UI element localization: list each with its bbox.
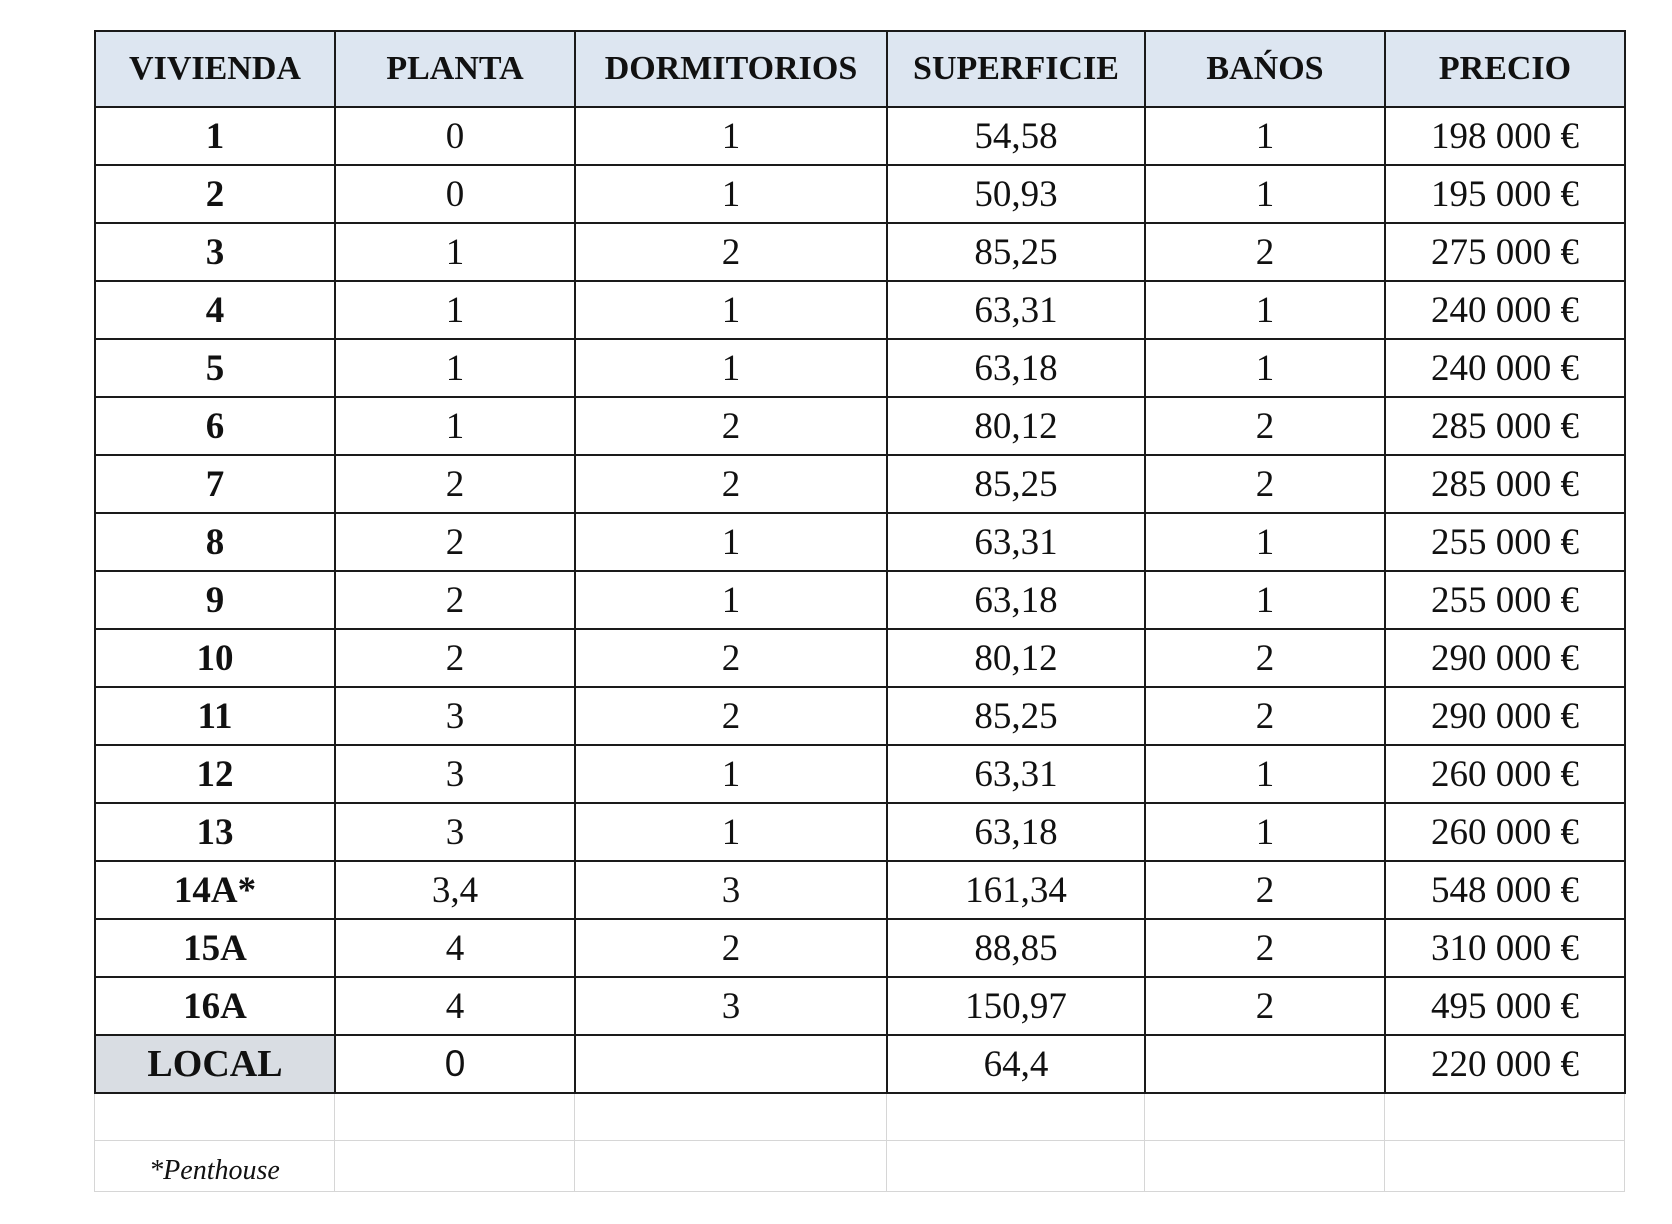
cell-dormitorios[interactable]: 2 <box>575 919 887 977</box>
cell-dormitorios[interactable]: 2 <box>575 397 887 455</box>
cell-vivienda[interactable]: 9 <box>95 571 335 629</box>
cell-precio[interactable]: 290 000 € <box>1385 629 1625 687</box>
cell-vivienda[interactable]: 15A <box>95 919 335 977</box>
cell-precio[interactable]: 310 000 € <box>1385 919 1625 977</box>
cell-banos[interactable]: 1 <box>1145 107 1385 165</box>
table-row <box>95 861 1625 919</box>
cell[interactable] <box>335 1141 575 1192</box>
cell-precio[interactable]: 260 000 € <box>1385 803 1625 861</box>
cell-dormitorios[interactable]: 1 <box>575 571 887 629</box>
spreadsheet <box>94 30 1626 1192</box>
cell-dormitorios[interactable]: 2 <box>575 455 887 513</box>
header-vivienda[interactable]: VIVIENDA <box>95 31 335 107</box>
table-row <box>95 745 1625 803</box>
table-row <box>95 803 1625 861</box>
table-row <box>95 513 1625 571</box>
cell-banos[interactable]: 1 <box>1145 803 1385 861</box>
cell[interactable] <box>887 1094 1145 1141</box>
cell-precio[interactable]: 548 000 € <box>1385 861 1625 919</box>
header-precio[interactable]: PRECIO <box>1385 31 1625 107</box>
cell-planta[interactable]: 3,4 <box>335 861 575 919</box>
cell-banos[interactable]: 2 <box>1145 919 1385 977</box>
cell-banos[interactable]: 1 <box>1145 571 1385 629</box>
footnote[interactable]: *Penthouse <box>95 1141 335 1192</box>
table-row <box>95 281 1625 339</box>
header-superficie[interactable]: SUPERFICIE <box>887 31 1145 107</box>
cell-vivienda[interactable]: 1 <box>95 107 335 165</box>
cell-superficie[interactable]: 63,18 <box>887 571 1145 629</box>
cell[interactable] <box>1145 1141 1385 1192</box>
cell-banos[interactable]: 1 <box>1145 513 1385 571</box>
cell-superficie[interactable]: 85,25 <box>887 687 1145 745</box>
cell-vivienda[interactable]: 11 <box>95 687 335 745</box>
cell-precio[interactable]: 195 000 € <box>1385 165 1625 223</box>
cell-superficie[interactable]: 161,34 <box>887 861 1145 919</box>
cell-precio[interactable]: 260 000 € <box>1385 745 1625 803</box>
cell-dormitorios[interactable]: 3 <box>575 977 887 1035</box>
cell[interactable] <box>1385 1094 1625 1141</box>
cell-planta[interactable]: 1 <box>335 397 575 455</box>
cell-dormitorios[interactable]: 1 <box>575 745 887 803</box>
cell-superficie[interactable]: 63,18 <box>887 803 1145 861</box>
cell-vivienda[interactable]: 13 <box>95 803 335 861</box>
table-row <box>95 165 1625 223</box>
table-row <box>95 919 1625 977</box>
cell-vivienda[interactable]: 3 <box>95 223 335 281</box>
cell-superficie[interactable]: 63,31 <box>887 281 1145 339</box>
cell[interactable] <box>1145 1094 1385 1141</box>
cell-dormitorios[interactable]: 1 <box>575 165 887 223</box>
cell-superficie[interactable]: 80,12 <box>887 397 1145 455</box>
cell[interactable] <box>575 1094 887 1141</box>
header-banos[interactable]: BAŃOS <box>1145 31 1385 107</box>
cell-planta[interactable]: 0 <box>335 1035 575 1093</box>
cell-precio[interactable]: 255 000 € <box>1385 513 1625 571</box>
cell[interactable] <box>1385 1141 1625 1192</box>
table-row <box>95 1035 1625 1093</box>
cell-planta[interactable]: 1 <box>335 223 575 281</box>
cell-banos[interactable]: 2 <box>1145 861 1385 919</box>
cell-superficie[interactable]: 85,25 <box>887 455 1145 513</box>
cell-precio[interactable]: 495 000 € <box>1385 977 1625 1035</box>
cell-dormitorios[interactable]: 1 <box>575 513 887 571</box>
cell-superficie[interactable]: 63,31 <box>887 513 1145 571</box>
cell-vivienda[interactable]: 7 <box>95 455 335 513</box>
cell-precio[interactable]: 285 000 € <box>1385 455 1625 513</box>
cell-planta[interactable]: 2 <box>335 513 575 571</box>
cell-dormitorios[interactable]: 3 <box>575 861 887 919</box>
cell-dormitorios[interactable]: 1 <box>575 803 887 861</box>
cell-dormitorios[interactable]: 1 <box>575 107 887 165</box>
cell-vivienda[interactable]: 4 <box>95 281 335 339</box>
cell-planta[interactable]: 2 <box>335 455 575 513</box>
cell-precio[interactable]: 198 000 € <box>1385 107 1625 165</box>
cell-vivienda[interactable]: 5 <box>95 339 335 397</box>
cell-vivienda[interactable]: 2 <box>95 165 335 223</box>
cell-dormitorios[interactable]: 1 <box>575 281 887 339</box>
cell-superficie[interactable]: 80,12 <box>887 629 1145 687</box>
cell-banos[interactable]: 2 <box>1145 397 1385 455</box>
cell-banos[interactable]: 2 <box>1145 223 1385 281</box>
footnote-row <box>95 1141 1625 1192</box>
cell-banos[interactable]: 1 <box>1145 745 1385 803</box>
cell-planta[interactable]: 4 <box>335 977 575 1035</box>
cell-banos[interactable]: 1 <box>1145 165 1385 223</box>
cell-precio[interactable]: 255 000 € <box>1385 571 1625 629</box>
table-row <box>95 397 1625 455</box>
cell-banos[interactable] <box>1145 1035 1385 1093</box>
cell-planta[interactable]: 1 <box>335 281 575 339</box>
cell-vivienda[interactable]: 8 <box>95 513 335 571</box>
table-row <box>95 455 1625 513</box>
cell-dormitorios[interactable]: 1 <box>575 339 887 397</box>
cell-superficie[interactable]: 88,85 <box>887 919 1145 977</box>
cell-planta[interactable]: 4 <box>335 919 575 977</box>
cell-planta[interactable]: 0 <box>335 107 575 165</box>
cell-planta[interactable]: 2 <box>335 571 575 629</box>
cell-banos[interactable]: 2 <box>1145 687 1385 745</box>
cell-precio[interactable]: 220 000 € <box>1385 1035 1625 1093</box>
table-row <box>95 629 1625 687</box>
header-planta[interactable]: PLANTA <box>335 31 575 107</box>
header-row <box>95 31 1625 107</box>
cell-dormitorios[interactable]: 2 <box>575 687 887 745</box>
cell-precio[interactable]: 240 000 € <box>1385 339 1625 397</box>
cell-vivienda[interactable]: 6 <box>95 397 335 455</box>
cell-banos[interactable]: 1 <box>1145 281 1385 339</box>
cell-vivienda[interactable]: 16A <box>95 977 335 1035</box>
table-row <box>95 223 1625 281</box>
cell-superficie[interactable]: 54,58 <box>887 107 1145 165</box>
cell-precio[interactable]: 240 000 € <box>1385 281 1625 339</box>
cell-superficie[interactable]: 150,97 <box>887 977 1145 1035</box>
table-row <box>95 107 1625 165</box>
cell-precio[interactable]: 285 000 € <box>1385 397 1625 455</box>
cell-superficie[interactable]: 85,25 <box>887 223 1145 281</box>
cell-banos[interactable]: 2 <box>1145 977 1385 1035</box>
cell-vivienda[interactable]: LOCAL <box>95 1035 335 1093</box>
empty-row <box>95 1094 1625 1141</box>
cell[interactable] <box>887 1141 1145 1192</box>
cell-dormitorios[interactable]: 2 <box>575 629 887 687</box>
cell-dormitorios[interactable] <box>575 1035 887 1093</box>
cell-vivienda[interactable]: 12 <box>95 745 335 803</box>
cell-planta[interactable]: 2 <box>335 629 575 687</box>
cell-precio[interactable]: 290 000 € <box>1385 687 1625 745</box>
cell-planta[interactable]: 1 <box>335 339 575 397</box>
empty-grid <box>94 1094 1625 1192</box>
cell[interactable] <box>575 1141 887 1192</box>
cell[interactable] <box>95 1094 335 1141</box>
cell-dormitorios[interactable]: 2 <box>575 223 887 281</box>
price-table <box>94 30 1626 1094</box>
cell-superficie[interactable]: 64,4 <box>887 1035 1145 1093</box>
cell-banos[interactable]: 2 <box>1145 455 1385 513</box>
cell-planta[interactable]: 3 <box>335 803 575 861</box>
table-row <box>95 571 1625 629</box>
table-row <box>95 977 1625 1035</box>
table-row <box>95 687 1625 745</box>
cell-planta[interactable]: 0 <box>335 165 575 223</box>
cell-banos[interactable]: 2 <box>1145 629 1385 687</box>
cell-superficie[interactable]: 63,31 <box>887 745 1145 803</box>
table-row <box>95 339 1625 397</box>
cell-banos[interactable]: 1 <box>1145 339 1385 397</box>
cell-superficie[interactable]: 50,93 <box>887 165 1145 223</box>
cell-planta[interactable]: 3 <box>335 687 575 745</box>
cell[interactable] <box>335 1094 575 1141</box>
cell-precio[interactable]: 275 000 € <box>1385 223 1625 281</box>
header-dormitorios[interactable]: DORMITORIOS <box>575 31 887 107</box>
cell-vivienda[interactable]: 14A* <box>95 861 335 919</box>
cell-superficie[interactable]: 63,18 <box>887 339 1145 397</box>
cell-vivienda[interactable]: 10 <box>95 629 335 687</box>
cell-planta[interactable]: 3 <box>335 745 575 803</box>
